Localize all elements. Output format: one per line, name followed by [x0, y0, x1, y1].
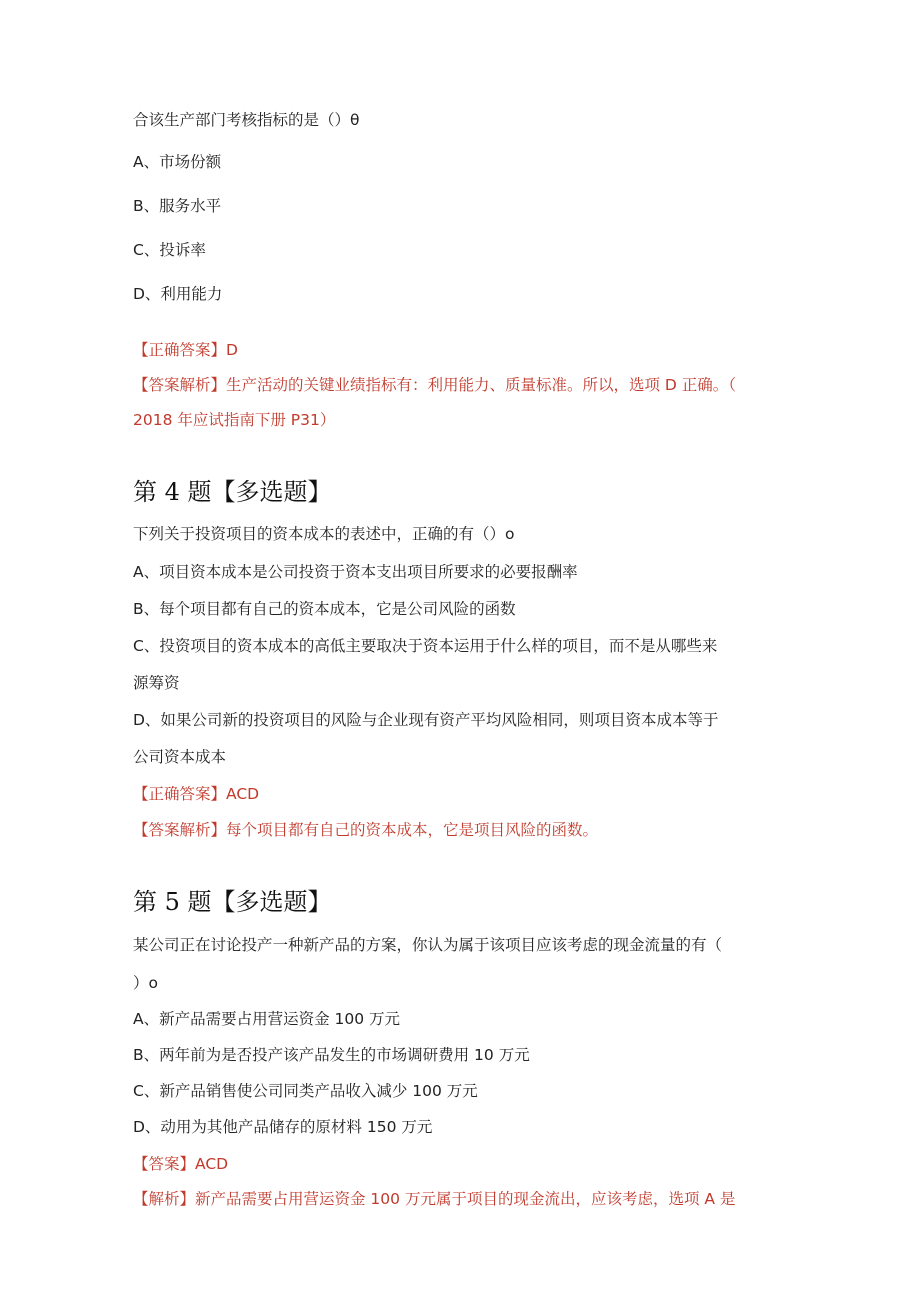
q4-option-a: A、项目资本成本是公司投资于资本支出项目所要求的必要报酬率: [133, 563, 578, 581]
q4-option-b: B、每个项目都有自己的资本成本，它是公司风险的函数: [133, 600, 516, 618]
q3-analysis-line-2: 2018 年应试指南下册 P31）: [133, 411, 336, 429]
q5-stem-line-2: ）o: [133, 974, 158, 992]
q4-option-c-line-1: C、投资项目的资本成本的高低主要取决于资本运用于什么样的项目，而不是从哪些来: [133, 637, 718, 655]
q3-option-b: B、服务水平: [133, 197, 222, 215]
q4-option-d-line-1: D、如果公司新的投资项目的风险与企业现有资产平均风险相同，则项目资本成本等于: [133, 711, 719, 729]
q5-option-b: B、两年前为是否投产该产品发生的市场调研费用 10 万元: [133, 1046, 530, 1064]
q5-stem-line-1: 某公司正在讨论投产一种新产品的方案，你认为属于该项目应该考虑的现金流量的有（: [133, 936, 723, 954]
q3-analysis-line-1: 【答案解析】生产活动的关键业绩指标有：利用能力、质量标准。所以，选项 D 正确。（: [133, 376, 737, 394]
q4-option-d-line-2: 公司资本成本: [133, 748, 227, 766]
q3-correct-answer: 【正确答案】D: [133, 341, 238, 359]
q4-analysis: 【答案解析】每个项目都有自己的资本成本，它是项目风险的函数。: [133, 821, 599, 839]
q4-correct-answer: 【正确答案】ACD: [133, 785, 260, 803]
q4-stem: 下列关于投资项目的资本成本的表述中，正确的有（）o: [133, 525, 515, 543]
q5-answer: 【答案】ACD: [133, 1155, 229, 1173]
q5-heading: 第 5 题【多选题】: [133, 888, 332, 916]
q3-stem: 合该生产部门考核指标的是（）θ: [133, 111, 360, 129]
q5-option-d: D、动用为其他产品储存的原材料 150 万元: [133, 1118, 433, 1136]
q5-option-c: C、新产品销售使公司同类产品收入减少 100 万元: [133, 1082, 478, 1100]
q3-option-d: D、利用能力: [133, 285, 223, 303]
q3-option-a: A、市场份额: [133, 153, 222, 171]
q3-option-c: C、投诉率: [133, 241, 206, 259]
q4-heading: 第 4 题【多选题】: [133, 478, 332, 506]
q4-option-c-line-2: 源筹资: [133, 674, 180, 692]
q5-analysis: 【解析】新产品需要占用营运资金 100 万元属于项目的现金流出，应该考虑，选项 A 是: [133, 1190, 736, 1208]
q5-option-a: A、新产品需要占用营运资金 100 万元: [133, 1010, 401, 1028]
